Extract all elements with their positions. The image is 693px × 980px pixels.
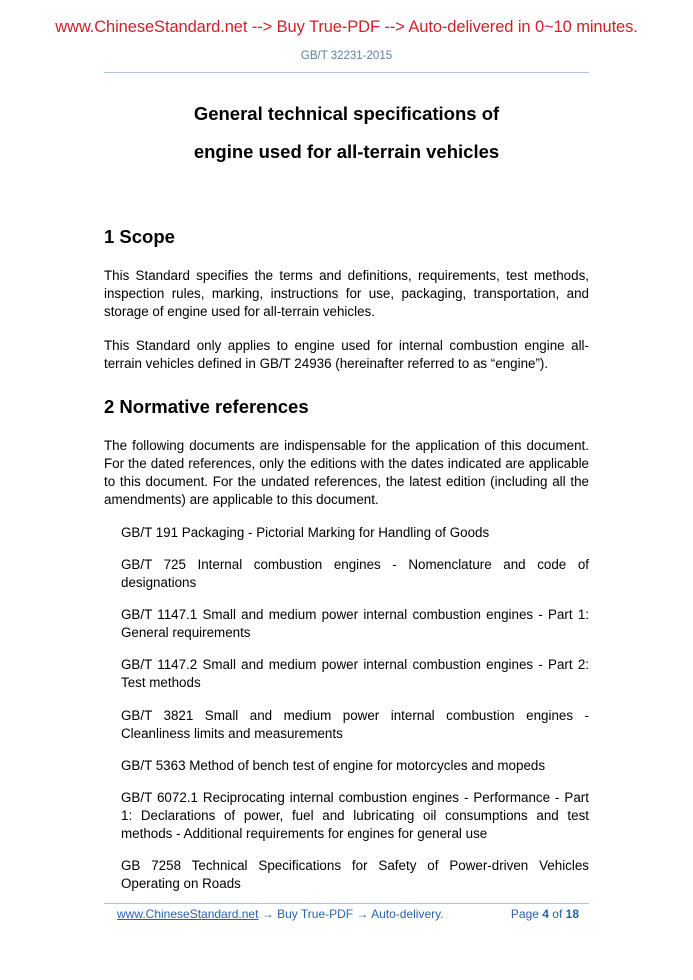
section-heading-normative-references: 2 Normative references — [104, 396, 309, 417]
document-code: GB/T 32231-2015 — [300, 50, 393, 62]
footer-website-link[interactable]: www.ChineseStandard.net — [117, 907, 259, 921]
page-current: 4 — [542, 907, 549, 921]
reference-item: GB/T 1147.1 Small and medium power internal combustion engines - Part 1: General requirements — [121, 607, 589, 640]
reference-item: GB/T 191 Packaging - Pictorial Marking for Handling of Goods — [121, 525, 490, 540]
normative-references-intro: The following documents are indispensable for the application of this document. For the dated references, only the editions with the dates indicated are applicable to this document. For the undated references, the latest edition (including all the amendments) are applicable to this document. — [104, 438, 589, 507]
document-title-line-1: General technical specifications of — [193, 103, 500, 124]
scope-paragraph-2: This Standard only applies to engine used for internal combustion engine all-terrain vehicles defined in GB/T 24936 (hereinafter referred to as “engine”). — [104, 338, 589, 371]
reference-item: GB/T 725 Internal combustion engines - Nomenclature and code of designations — [121, 557, 589, 590]
page-of: of — [548, 907, 566, 921]
footer-text: → Buy True-PDF → Auto-delivery. — [258, 907, 444, 921]
page-total: 18 — [565, 907, 579, 921]
page-label: Page — [510, 907, 543, 921]
header-divider — [104, 72, 589, 73]
page-footer — [117, 907, 579, 921]
scope-paragraph-1: This Standard specifies the terms and definitions, requirements, test methods, inspection rules, marking, instructions for use, packaging, transportation, and storage of engine used for all-terrain vehicles. — [104, 268, 589, 319]
reference-item: GB/T 3821 Small and medium power internal combustion engines - Cleanliness limits and measurements — [121, 708, 589, 741]
reference-item: GB/T 1147.2 Small and medium power internal combustion engines - Part 2: Test methods — [121, 657, 589, 690]
reference-item: GB/T 5363 Method of bench test of engine for motorcycles and mopeds — [121, 758, 546, 773]
reference-item: GB 7258 Technical Specifications for Safety of Power-driven Vehicles Operating on Roads — [121, 858, 589, 891]
document-title-line-2: engine used for all-terrain vehicles — [193, 141, 500, 162]
footer-divider — [104, 903, 589, 904]
section-heading-scope: 1 Scope — [104, 226, 175, 247]
page-indicator — [511, 907, 579, 921]
reference-item: GB/T 6072.1 Reciprocating internal combustion engines - Performance - Part 1: Declarations of power, fuel and lubricating oil consumptions and test methods - Additional requirements for engines for general use — [121, 790, 589, 841]
promo-banner: www.ChineseStandard.net --> Buy True-PDF --> Auto-delivered in 0~10 minutes. — [55, 18, 638, 36]
